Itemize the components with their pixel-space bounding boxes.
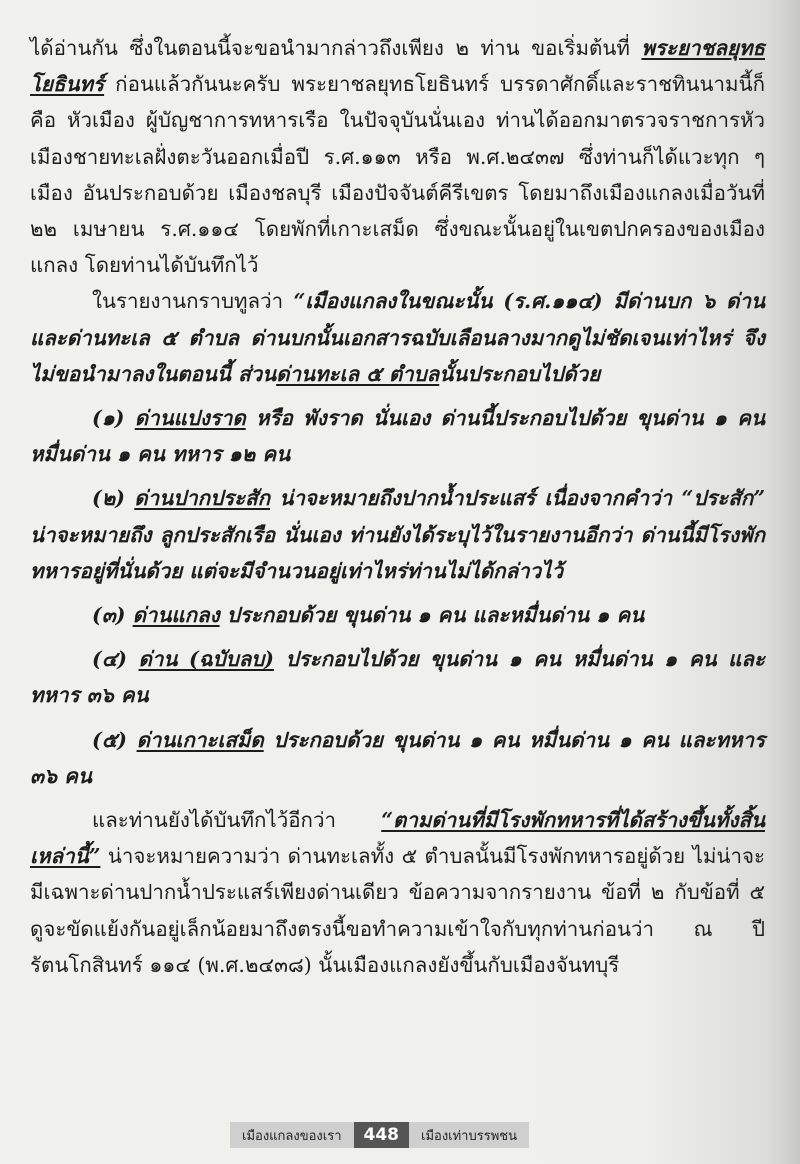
underlined-name: พระยาชลยุทธโยธินทร์ — [30, 36, 765, 97]
list-item — [30, 597, 765, 633]
item-title: ด่าน (ฉบับลบ) — [138, 647, 274, 672]
list-item — [30, 480, 765, 589]
item-text: ประกอบด้วย ขุนด่าน ๑ คน และหมื่นด่าน ๑ คน — [219, 603, 645, 628]
item-number: (๑) — [92, 406, 135, 431]
page-number: 448 — [354, 1122, 410, 1148]
text-run: น่าจะหมายความว่า ด่านทะเลทั้ง ๕ ตำบลนั้นมีโรงพักทหารอยู่ด้วย ไม่น่าจะมีเฉพาะด่านปากน้ำประแสร์เพียงด่านเดียว ข้อความจากรายงาน ข้อที่ ๒ กับข้อที่ ๕ ดูจะขัดแย้งกันอยู่เล็กน้อยมาถึงตรงนี้ขอทำความเข้าใจกับทุกท่านก่อนว่า ณ ปีรัตนโกสินทร์ ๑๑๔ (พ.ศ.๒๔๓๘) นั้นเมืองแกลงยังขึ้นกับเมืองจันทบุรี — [30, 844, 765, 977]
text-run: ได้อ่านกัน ซึ่งในตอนนี้จะขอนำมากล่าวถึงเพียง ๒ ท่าน ขอเริ่มต้นที่ — [30, 36, 642, 60]
item-number: (๕) — [92, 727, 137, 752]
item-text: ประกอบด้วย ขุนด่าน ๑ คน หมื่นด่าน ๑ คน และทหาร ๓๖ คน — [30, 727, 765, 788]
text-run: และท่านยังได้บันทึกไว้อีกว่า — [92, 808, 382, 833]
paragraph-2 — [30, 283, 765, 392]
item-number: (๔) — [92, 647, 139, 672]
item-number: (๒) — [92, 486, 135, 511]
quote-underlined: “ตามด่านที่มีโรงพักทหารที่ได้สร้างขึ้นทั้งสิ้นเหล่านี้” — [30, 808, 765, 869]
item-title: ด่านแกลง — [132, 603, 220, 628]
item-title: ด่านเกาะเสม็ด — [136, 727, 264, 752]
item-text: หรือ พังราด นั่นเอง ด่านนี้ประกอบไปด้วย ขุนด่าน ๑ คน หมื่นด่าน ๑ คน ทหาร ๑๒ คน — [30, 406, 765, 467]
text-run: ก่อนแล้วกันนะครับ พระยาชลยุทธโยธินทร์ บรรดาศักดิ์และราชทินนามนี้ก็คือ หัวเมือง ผู้บัญชาการทหารเรือ ในปัจจุบันนั่นเอง ท่านได้ออกมาตรวจราชการหัวเมืองชายทะเลฝั่งตะวันออกเมื่อปี ร.ศ.๑๑๓ หรือ พ.ศ.๒๔๓๗ ซึ่งท่านก็ได้แวะทุก ๆ เมือง อันประกอบด้วย เมืองชลบุรี เมืองปัจจันต์คีรีเขตร โดยมาถึงเมืองแกลงเมื่อวันที่ ๒๒ เมษายน ร.ศ.๑๑๔ โดยพักที่เกาะเสม็ด ซึ่งขณะนั้นอยู่ในเขตปกครองของเมืองแกลง โดยท่านได้บันทึกไว้ — [30, 72, 765, 278]
paragraph-1 — [30, 30, 765, 283]
item-text: ประกอบไปด้วย ขุนด่าน ๑ คน หมื่นด่าน ๑ คน และทหาร ๓๖ คน — [30, 647, 765, 708]
item-text: น่าจะหมายถึงปากน้ำประแสร์ เนื่องจากคำว่า “ประสัก” น่าจะหมายถึง ลูกประสักเรือ นั่นเอง ท่านยังได้ระบุไว้ในรายงานอีกว่า ด่านนี้มีโรงพักทหารอยู่ที่นั่นด้วย แต่จะมีจำนวนอยู่เท่าไหร่ท่านไม่ได้กล่าวไว้ — [30, 486, 765, 583]
list-item — [30, 722, 765, 794]
item-number: (๓) — [92, 603, 133, 628]
page-footer — [230, 1122, 529, 1148]
quote-underlined: ด่านทะเล ๕ ตำบล — [276, 361, 440, 386]
footer-section-title: เมืองเท่าบรรพชน — [409, 1122, 529, 1148]
quote-run: นั้นประกอบไปด้วย — [439, 361, 601, 386]
list-item — [30, 400, 765, 472]
paragraph-3 — [30, 802, 765, 983]
text-run: ในรายงานกราบทูลว่า — [92, 289, 294, 314]
footer-book-title: เมืองแกลงของเรา — [230, 1122, 354, 1148]
body-text — [30, 30, 765, 983]
item-title: ด่านปากประสัก — [134, 486, 271, 511]
quote-run: “เมืองแกลงในขณะนั้น (ร.ศ.๑๑๔) มีด่านบก ๖ ด่าน และด่านทะเล ๕ ตำบล ด่านบกนั้นเอกสารฉบับเลือนลางมากดูไม่ชัดเจนเท่าไหร่ จึงไม่ขอนำมาลงในตอนนี้ ส่วน — [30, 289, 765, 386]
list-item — [30, 641, 765, 713]
item-title: ด่านแปงราด — [134, 406, 246, 431]
